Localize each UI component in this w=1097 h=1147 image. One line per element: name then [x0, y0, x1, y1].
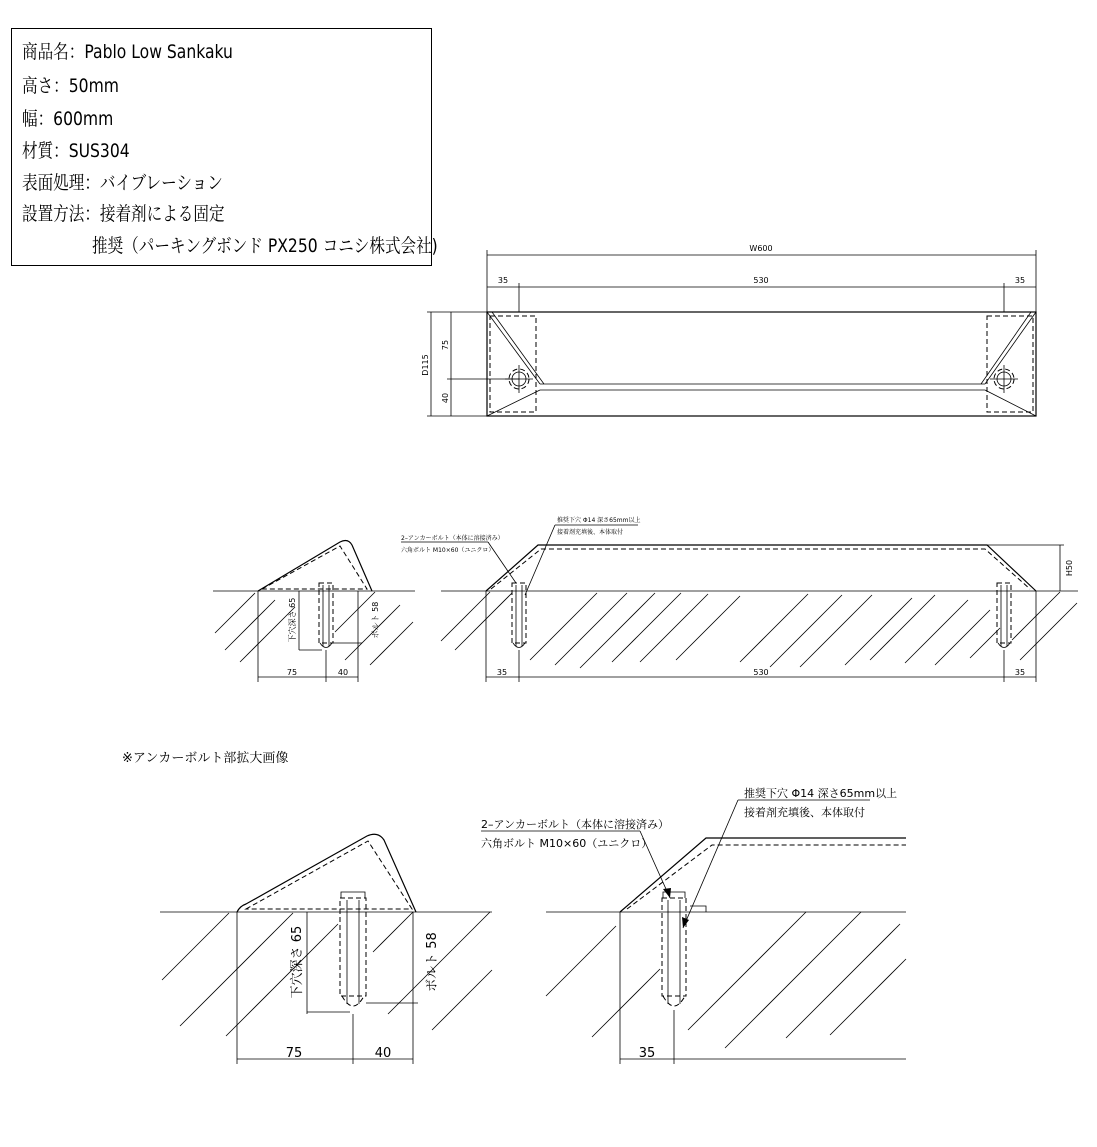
spec-recommend: 推奨（パーキングボンド PX250 コニシ株式会社)	[92, 235, 438, 257]
plan-dim-35-right: 35	[1014, 276, 1026, 285]
small-dim-bolt: ボルト 58	[371, 601, 380, 639]
full-anchor-note1: 2–アンカーボルト（本体に溶接済み）	[401, 535, 504, 542]
plan-dim-w600: W600	[749, 244, 773, 253]
small-dim-40: 40	[337, 668, 349, 677]
small-dim-hole: 下穴深さ 65	[288, 597, 297, 643]
spec-product-name: 商品名：Pablo Low Sankaku	[22, 41, 233, 63]
plan-dim-530: 530	[753, 276, 769, 285]
detail-hole-note2: 接着剤充填後、本体取付	[744, 806, 865, 819]
spec-width: 幅：600mm	[22, 108, 114, 130]
detail-dim-35: 35	[638, 1046, 656, 1061]
detail-anchor-note1: 2–アンカーボルト（本体に溶接済み）	[481, 818, 670, 831]
full-hole-note1: 推奨下穴 Φ14 深さ65mm以上	[557, 517, 641, 524]
small-dim-75: 75	[286, 668, 298, 677]
plan-dim-d115: D115	[421, 354, 430, 376]
end-section-small	[213, 541, 415, 682]
plan-dim-35-left: 35	[497, 276, 509, 285]
plan-dim-40: 40	[441, 392, 450, 404]
detail-left	[160, 834, 492, 1064]
spec-install: 設置方法：接着剤による固定	[22, 203, 225, 225]
detail-right	[481, 786, 906, 1064]
plan-dim-75: 75	[441, 339, 450, 351]
detail-hole-note1: 推奨下穴 Φ14 深さ65mm以上	[744, 787, 898, 800]
full-dim-h50: H50	[1065, 559, 1074, 577]
full-dim-530: 530	[753, 668, 769, 677]
full-hole-note2: 接着剤充填後、本体取付	[557, 529, 624, 536]
spec-height: 高さ：50mm	[22, 75, 119, 97]
full-bolt-right	[997, 583, 1011, 648]
plan-view	[421, 244, 1036, 416]
detail-dim-bolt: ボルト 58	[425, 932, 440, 992]
plan-bolt-right	[990, 365, 1018, 393]
plan-outline	[487, 312, 1036, 416]
detail-dim-40: 40	[374, 1046, 392, 1061]
detail-anchor-note2: 六角ボルト M10×60（ユニクロ）	[481, 837, 653, 850]
spec-material: 材質：SUS304	[22, 140, 130, 162]
detail-caption: ※アンカーボルト部拡大画像	[122, 751, 289, 766]
full-dim-35-left: 35	[496, 668, 508, 677]
full-bolt-left	[512, 583, 526, 648]
spec-finish: 表面処理：バイブレーション	[22, 172, 223, 194]
full-anchor-note2: 六角ボルト M10×60（ユニクロ）	[401, 547, 495, 554]
full-section	[401, 516, 1078, 682]
full-dim-35-right: 35	[1014, 668, 1026, 677]
detail-dim-75: 75	[285, 1046, 303, 1061]
detail-dim-hole: 下穴深さ 65	[290, 925, 305, 999]
